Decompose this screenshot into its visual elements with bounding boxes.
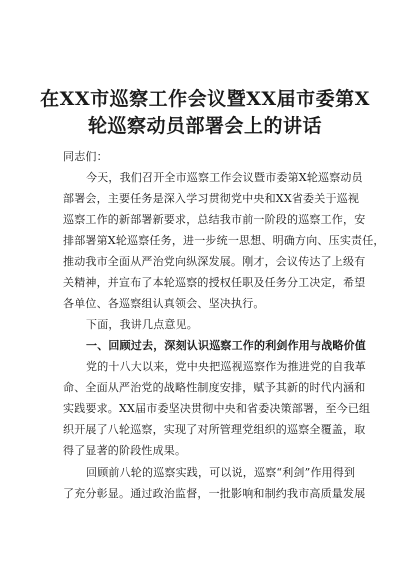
document-title-line-1: 在XX市巡察工作会议暨XX届市委第X xyxy=(40,88,370,110)
section-heading-1: 一、回顾过去，深刻认识巡察工作的利剑作用与战略价值 xyxy=(86,339,366,352)
paragraph-3-line-1: 党的十八大以来，党中央把巡视巡察作为推进党的自我革 xyxy=(86,360,366,373)
paragraph-4-line-2: 了充分彰显。通过政治监督，一批影响和制约我市高质量发展 xyxy=(63,487,366,500)
paragraph-1-line-2: 部署会，主要任务是深入学习贯彻党中央和XX省委关于巡视 xyxy=(63,192,360,205)
paragraph-1-line-1: 今天，我们召开全市巡察工作会议暨市委第X轮巡察动员 xyxy=(86,171,363,184)
paragraph-3-line-4: 织开展了八轮巡察，实现了对所管理党组织的巡察全覆盖，取 xyxy=(63,423,366,436)
document-title-line-2: 轮巡察动员部署会上的讲话 xyxy=(87,115,322,137)
paragraph-1-line-6: 关精神，并宣布了本轮巡察的授权任职及任务分工决定，希望 xyxy=(63,276,366,289)
paragraph-1-line-5: 推动我市全面从严治党向纵深发展。刚才，会议传达了上级有 xyxy=(63,255,366,268)
paragraph-1-line-3: 巡察工作的新部署新要求，总结我市前一阶段的巡察工作，安 xyxy=(63,213,366,226)
paragraph-3-line-3: 实践要求。XX届市委坚决贯彻中央和省委决策部署，至今已组 xyxy=(63,402,371,415)
salutation: 同志们： xyxy=(63,150,108,163)
paragraph-1-line-4: 排部署第X轮巡察任务，进一步统一思想、明确方向、压实责任， xyxy=(63,234,385,247)
paragraph-1-line-7: 各单位、各巡察组认真领会、坚决执行。 xyxy=(63,297,265,310)
paragraph-4-line-1: 回顾前八轮的巡察实践，可以说，巡察“利剑”作用得到 xyxy=(86,466,356,479)
paragraph-3-line-5: 得了显著的阶段性成果。 xyxy=(63,444,187,457)
paragraph-2-line-1: 下面，我讲几点意见。 xyxy=(86,318,198,331)
paragraph-3-line-2: 命、全面从严治党的战略性制度安排，赋予其新的时代内涵和 xyxy=(63,381,366,394)
